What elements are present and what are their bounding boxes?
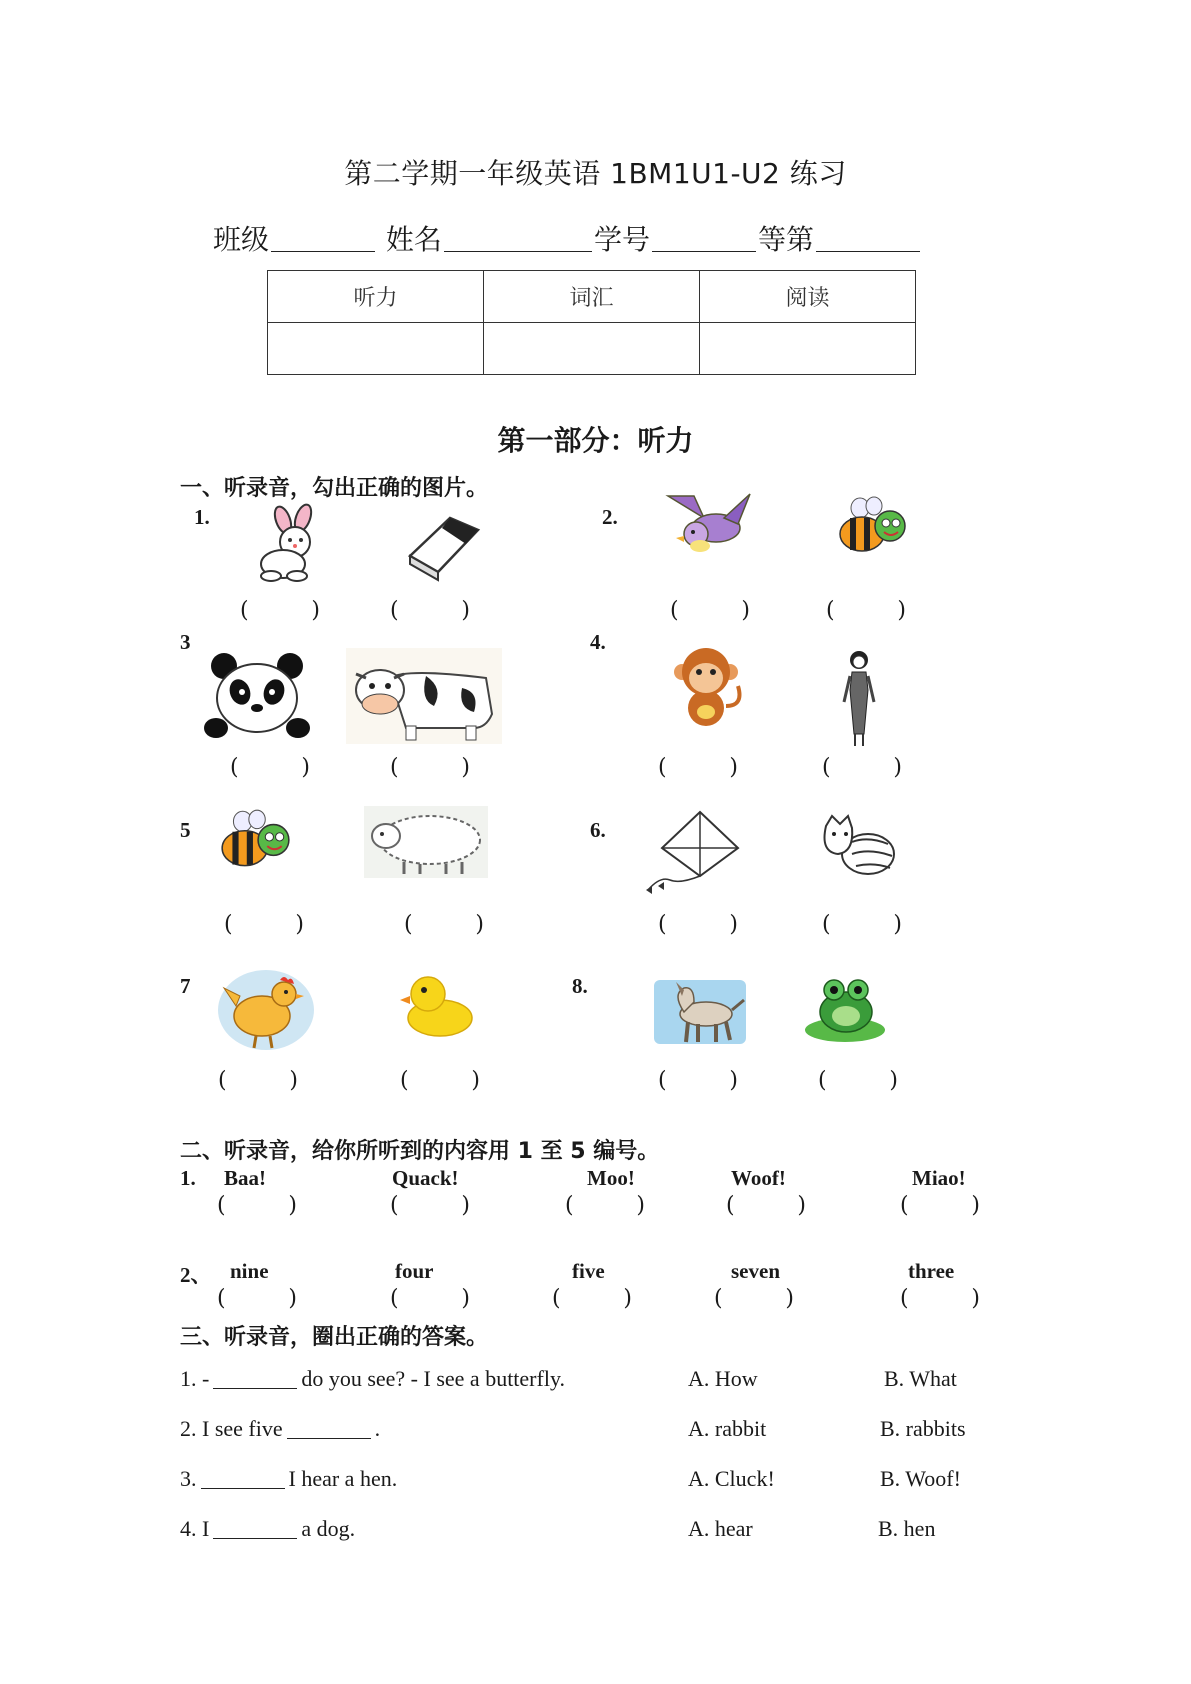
section1-title: 一、听录音，勾出正确的图片。 [180,476,489,501]
sound-word: Quack! [392,1166,459,1190]
item-number: 7 [180,974,191,998]
item-number: 2. [602,505,618,529]
duck-icon[interactable] [400,970,474,1040]
paren-close: ) [471,1068,480,1093]
woman-icon[interactable] [842,650,876,750]
answer-blank[interactable] [287,1438,371,1439]
cat-icon[interactable] [818,812,898,880]
paren-open: ( [400,1068,409,1093]
answer-parentheses[interactable] [670,598,750,623]
bird-icon[interactable] [664,488,756,560]
paren-close: ) [729,1068,738,1093]
answer-parentheses[interactable] [390,1286,470,1311]
paren-open: ( [726,1193,735,1218]
question-4: 4. I a dog. [180,1516,356,1541]
paren-close: ) [301,755,310,780]
paren-open: ( [390,1193,399,1218]
section2-title: 二、听录音，给你所听到的内容用 1 至 5 编号。 [180,1139,660,1164]
item-number: 1. [194,505,210,529]
item-number: 3 [180,630,191,654]
cow-icon[interactable] [346,648,502,744]
grade-blank[interactable] [816,251,920,252]
option-a[interactable]: A. Cluck! [688,1466,775,1491]
answer-blank[interactable] [213,1388,297,1389]
option-a[interactable]: A. rabbit [688,1416,767,1441]
answer-parentheses[interactable] [818,1068,898,1093]
item-number: 4. [590,630,606,654]
paren-close: ) [475,912,484,937]
paren-open: ( [390,755,399,780]
hen-icon[interactable] [216,966,316,1054]
score-cell-listening[interactable] [268,323,484,375]
answer-parentheses[interactable] [218,1068,298,1093]
paren-open: ( [658,1068,667,1093]
paren-open: ( [822,755,831,780]
name-blank[interactable] [444,251,592,252]
paren-close: ) [295,912,304,937]
part1-title: 第一部分：听力 [497,424,694,457]
paren-open: ( [822,912,831,937]
dog-icon[interactable] [654,976,746,1048]
number-word: seven [731,1259,780,1283]
bee-icon[interactable] [834,496,910,560]
sound-word: Woof! [731,1166,786,1190]
answer-blank[interactable] [213,1538,297,1539]
item-number: 5 [180,818,191,842]
paren-close: ) [461,755,470,780]
paren-open: ( [224,912,233,937]
number-word: four [395,1259,434,1283]
answer-parentheses[interactable] [400,1068,480,1093]
answer-parentheses[interactable] [217,1193,297,1218]
paren-close: ) [461,1286,470,1311]
paren-close: ) [288,1193,297,1218]
paren-open: ( [240,598,249,623]
rabbit-icon[interactable] [253,506,335,584]
paren-close: ) [971,1286,980,1311]
score-table [267,270,916,375]
frog-icon[interactable] [802,974,888,1044]
answer-parentheses[interactable] [404,912,484,937]
paren-close: ) [623,1286,632,1311]
paren-open: ( [900,1286,909,1311]
answer-parentheses[interactable] [230,755,310,780]
student-info-line [213,218,922,258]
paren-open: ( [404,912,413,937]
option-b[interactable]: B. hen [878,1516,936,1541]
paren-open: ( [217,1193,226,1218]
number-word: five [572,1259,605,1283]
answer-parentheses[interactable] [726,1193,806,1218]
paren-open: ( [818,1068,827,1093]
sound-word: Baa! [224,1166,266,1190]
paren-close: ) [729,755,738,780]
answer-parentheses[interactable] [900,1193,980,1218]
option-b[interactable]: B. rabbits [880,1416,966,1441]
answer-parentheses[interactable] [658,1068,738,1093]
question-3: 3. I hear a hen. [180,1466,398,1491]
option-a[interactable]: A. How [688,1366,758,1391]
score-header-reading: 阅读 [700,271,916,323]
answer-parentheses[interactable] [552,1286,632,1311]
option-b[interactable]: B. What [884,1366,957,1391]
class-label: 班级 [213,223,270,256]
answer-parentheses[interactable] [217,1286,297,1311]
paren-close: ) [893,755,902,780]
answer-parentheses[interactable] [390,1193,470,1218]
item-number: 8. [572,974,588,998]
paren-close: ) [289,1068,298,1093]
paren-open: ( [217,1286,226,1311]
paren-close: ) [729,912,738,937]
grade-label: 等第 [757,223,814,256]
eraser-icon[interactable] [402,510,484,582]
paren-open: ( [658,912,667,937]
paren-open: ( [826,598,835,623]
number-word: three [908,1259,955,1283]
paren-close: ) [797,1193,806,1218]
row2-number: 2、 [180,1263,212,1287]
paren-open: ( [218,1068,227,1093]
kite-icon[interactable] [640,806,746,898]
answer-parentheses[interactable] [714,1286,794,1311]
score-cell-vocabulary[interactable] [484,323,700,375]
answer-parentheses[interactable] [822,755,902,780]
paren-close: ) [461,598,470,623]
monkey-icon[interactable] [672,646,744,728]
score-header-listening: 听力 [268,271,484,323]
paren-close: ) [636,1193,645,1218]
paren-open: ( [552,1286,561,1311]
paren-close: ) [889,1068,898,1093]
question-2: 2. I see five . [180,1416,381,1441]
number-label: 学号 [593,223,650,256]
answer-blank[interactable] [201,1488,285,1489]
number-blank[interactable] [652,251,756,252]
paren-close: ) [893,912,902,937]
paren-open: ( [390,598,399,623]
paren-open: ( [900,1193,909,1218]
answer-parentheses[interactable] [224,912,304,937]
paren-close: ) [785,1286,794,1311]
answer-parentheses[interactable] [658,912,738,937]
answer-parentheses[interactable] [826,598,906,623]
paren-close: ) [288,1286,297,1311]
answer-parentheses[interactable] [900,1286,980,1311]
answer-parentheses[interactable] [390,598,470,623]
class-blank[interactable] [271,251,375,252]
answer-parentheses[interactable] [565,1193,645,1218]
paren-close: ) [971,1193,980,1218]
sheep-icon[interactable] [364,806,488,878]
paren-open: ( [230,755,239,780]
number-word: nine [230,1259,269,1283]
item-number: 6. [590,818,606,842]
score-header-vocabulary: 词汇 [484,271,700,323]
section3-title: 三、听录音，圈出正确的答案。 [180,1325,489,1350]
option-a[interactable]: A. hear [688,1516,753,1541]
sound-word: Miao! [912,1166,966,1190]
answer-parentheses[interactable] [658,755,738,780]
paren-open: ( [658,755,667,780]
question-1: 1. - do you see? - I see a butterfly. [180,1366,566,1391]
answer-parentheses[interactable] [240,598,320,623]
sound-word: Moo! [587,1166,635,1190]
option-b[interactable]: B. Woof! [880,1466,961,1491]
name-label: 姓名 [385,223,442,256]
answer-parentheses[interactable] [390,755,470,780]
paren-open: ( [714,1286,723,1311]
score-cell-reading[interactable] [700,323,916,375]
paren-close: ) [461,1193,470,1218]
paren-open: ( [565,1193,574,1218]
paren-close: ) [741,598,750,623]
page-title: 第二学期一年级英语 1BM1U1-U2 练习 [344,157,847,190]
paren-close: ) [311,598,320,623]
paren-open: ( [670,598,679,623]
bee-icon[interactable] [216,808,294,876]
panda-icon[interactable] [202,648,312,743]
row1-number: 1. [180,1166,196,1190]
paren-open: ( [390,1286,399,1311]
answer-parentheses[interactable] [822,912,902,937]
paren-close: ) [897,598,906,623]
